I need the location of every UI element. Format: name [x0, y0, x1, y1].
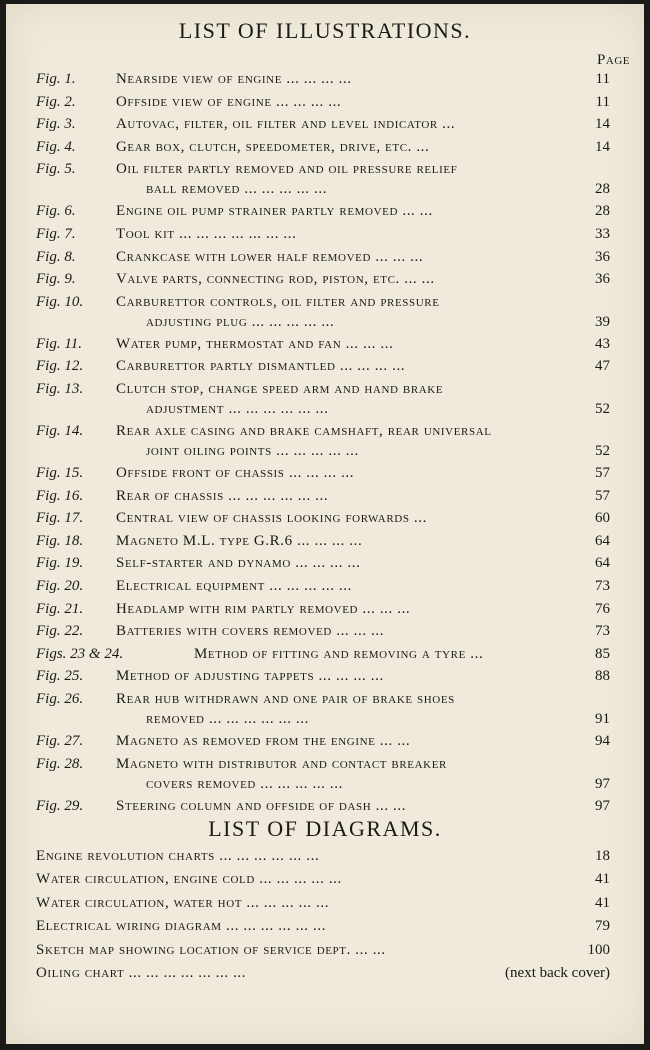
page-number: 36 — [595, 248, 610, 265]
figure-number: Fig. 29. — [36, 797, 84, 814]
page-number: 28 — [595, 203, 610, 220]
figure-description: Central view of chassis looking forwards ... — [116, 510, 427, 527]
diagram-description: Sketch map showing location of service dept. ... ... — [36, 941, 386, 958]
diagram-description: Water circulation, engine cold ... ... ... ... ... — [36, 871, 342, 888]
figure-number: Fig. 11. — [36, 335, 82, 352]
figure-description: Rear of chassis ... ... ... ... ... ... — [116, 487, 329, 504]
figure-number: Fig. 21. — [36, 600, 84, 617]
figure-description: Rear hub withdrawn and one pair of brake shoes — [116, 691, 455, 707]
figure-description: Engine oil pump strainer partly removed ... ... — [116, 203, 433, 220]
figure-number: Fig. 9. — [36, 271, 76, 288]
figure-description-continued: adjustment ... ... ... ... ... ... — [146, 401, 329, 417]
page-number: 64 — [595, 555, 610, 572]
diagram-description: Engine revolution charts ... ... ... ... ... ... — [36, 848, 320, 864]
diagrams-title: LIST OF DIAGRAMS. — [208, 816, 442, 841]
page-number: 64 — [595, 532, 610, 549]
figure-description: Clutch stop, change speed arm and hand brake — [116, 381, 444, 397]
page-number: 60 — [595, 510, 610, 527]
figure-description: Batteries with covers removed ... ... ... — [116, 623, 385, 640]
page-number: 79 — [595, 918, 610, 935]
figure-description: Offside front of chassis ... ... ... ... — [116, 465, 355, 481]
figure-description-continued: covers removed ... ... ... ... ... — [146, 775, 343, 792]
figure-description: Valve parts, connecting rod, piston, etc. ... ... — [116, 271, 435, 288]
figure-number: Fig. 4. — [36, 138, 76, 155]
figure-description: Headlamp with rim partly removed ... ... ... — [116, 600, 411, 617]
page-number: 28 — [595, 181, 610, 198]
figure-number: Fig. 20. — [36, 578, 84, 594]
figure-description: Water pump, thermostat and fan ... ... ... — [116, 335, 394, 352]
figure-description: Magneto with distributor and contact breaker — [116, 755, 447, 772]
page-number: 52 — [595, 443, 610, 459]
diagram-description: Oiling chart ... ... ... ... ... ... ... — [36, 965, 247, 981]
figure-number: Fig. 2. — [36, 93, 76, 110]
figure-description: Method of fitting and removing a tyre ... — [194, 645, 484, 662]
figure-number: Fig. 18. — [36, 532, 84, 549]
figure-description: Carburettor partly dismantled ... ... ... ... — [116, 358, 406, 375]
figure-number: Fig. 13. — [36, 381, 84, 397]
page-number: 100 — [587, 941, 610, 958]
page-number: 11 — [595, 93, 610, 110]
figure-description: Magneto as removed from the engine ... ... — [116, 733, 411, 749]
figure-number: Fig. 27. — [36, 733, 84, 749]
figure-number: Fig. 10. — [36, 293, 84, 310]
page-number: 97 — [595, 775, 610, 792]
figure-description: Gear box, clutch, speedometer, drive, etc. ... — [116, 138, 430, 155]
page-number: 97 — [595, 797, 610, 814]
page-number: 52 — [595, 401, 610, 417]
figure-description: Self-starter and dynamo ... ... ... ... — [116, 555, 361, 572]
figure-number: Fig. 12. — [36, 358, 84, 375]
page-number: 14 — [595, 138, 610, 155]
figure-description: Carburettor controls, oil filter and pressure — [116, 293, 440, 310]
page-number: 88 — [595, 668, 610, 685]
figure-description-continued: joint oiling points ... ... ... ... ... — [146, 443, 359, 459]
page-number: 57 — [595, 487, 610, 504]
figure-number: Fig. 6. — [36, 203, 76, 220]
figure-description: Autovac, filter, oil filter and level indicator ... — [116, 116, 456, 133]
page-number: 36 — [595, 271, 610, 288]
figure-description-continued: adjusting plug ... ... ... ... ... — [146, 313, 335, 330]
page-number: 33 — [595, 226, 610, 242]
page-number: 76 — [595, 600, 610, 617]
figure-description: Magneto M.L. type G.R.6 ... ... ... ... — [116, 532, 363, 549]
figure-description: Electrical equipment ... ... ... ... ... — [116, 578, 352, 594]
figure-number: Fig. 7. — [36, 226, 76, 242]
page-number: 41 — [595, 871, 610, 888]
figure-description: Method of adjusting tappets ... ... ... ... — [116, 668, 384, 685]
figure-number: Fig. 1. — [36, 71, 76, 87]
figure-description: Tool kit ... ... ... ... ... ... ... — [116, 226, 297, 242]
figure-description: Crankcase with lower half removed ... ... ... — [116, 248, 424, 265]
page-number: 39 — [595, 313, 610, 330]
page-column-header: Page — [597, 52, 630, 68]
figure-number: Fig. 8. — [36, 248, 76, 265]
page-number: 11 — [595, 71, 610, 87]
page-number: 57 — [595, 465, 610, 481]
figure-description: Nearside view of engine ... ... ... ... — [116, 71, 352, 87]
figure-description: Oil filter partly removed and oil pressure relief — [116, 161, 458, 178]
page-number: 14 — [595, 116, 610, 133]
figure-description-continued: ball removed ... ... ... ... ... — [146, 181, 328, 198]
page-number: (next back cover) — [505, 965, 610, 981]
figure-number: Fig. 28. — [36, 755, 84, 772]
page-number: 41 — [595, 894, 610, 911]
figure-description-continued: removed ... ... ... ... ... ... — [146, 711, 309, 727]
figure-number: Fig. 25. — [36, 668, 84, 685]
figure-number: Fig. 17. — [36, 510, 84, 527]
page-number: 47 — [595, 358, 610, 375]
figure-number: Fig. 22. — [36, 623, 84, 640]
figure-number: Fig. 16. — [36, 487, 84, 504]
page-number: 73 — [595, 578, 610, 594]
figure-number: Fig. 19. — [36, 555, 84, 572]
page-number: 73 — [595, 623, 610, 640]
page-number: 94 — [595, 733, 610, 749]
page-number: 43 — [595, 335, 610, 352]
figure-number: Fig. 14. — [36, 423, 84, 439]
page-number: 18 — [595, 848, 610, 864]
page-number: 85 — [595, 645, 610, 662]
figure-description: Rear axle casing and brake camshaft, rear universal — [116, 423, 492, 439]
page-title: LIST OF ILLUSTRATIONS. — [178, 18, 472, 43]
diagram-description: Electrical wiring diagram ... ... ... ... ... ... — [36, 918, 327, 935]
figure-number: Fig. 3. — [36, 116, 76, 133]
figure-description: Steering column and offside of dash ... ... — [116, 797, 407, 814]
book-page — [6, 4, 644, 1044]
figure-number: Fig. 26. — [36, 691, 84, 707]
page-number: 91 — [595, 711, 610, 727]
figure-number: Figs. 23 & 24. — [36, 645, 124, 662]
figure-number: Fig. 5. — [36, 161, 76, 178]
figure-description: Offside view of engine ... ... ... ... — [116, 93, 342, 110]
figure-number: Fig. 15. — [36, 465, 84, 481]
diagram-description: Water circulation, water hot ... ... ... ... ... — [36, 894, 330, 911]
